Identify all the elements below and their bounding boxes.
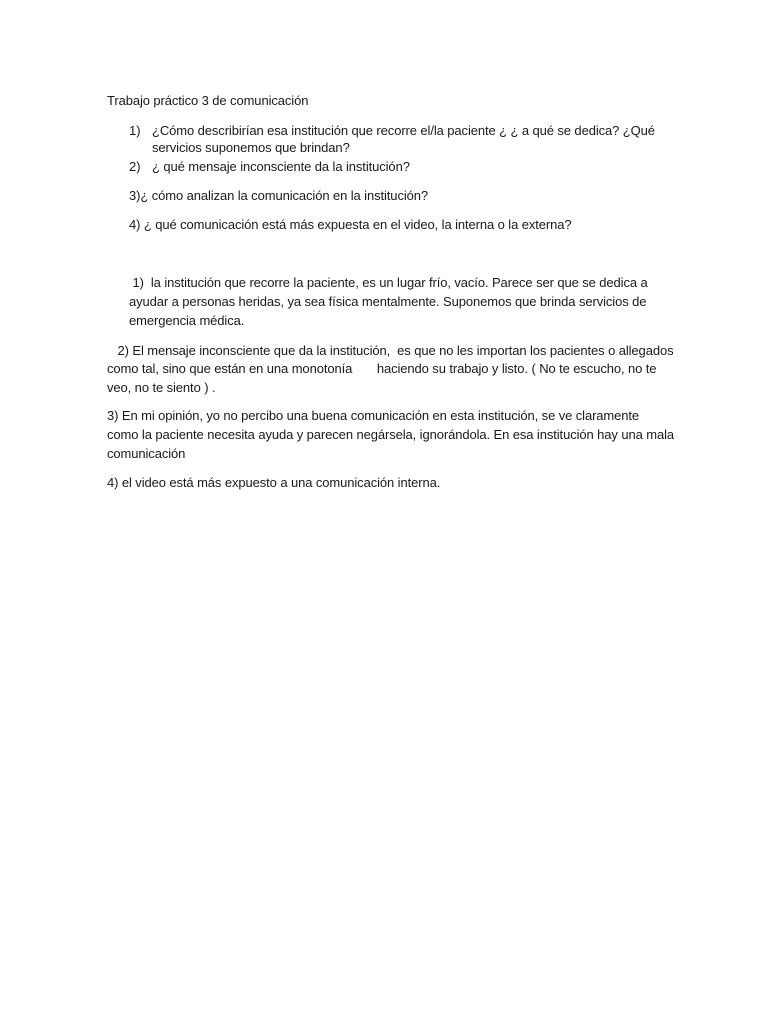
answer-3-line-1: 3) En mi opinión, yo no percibo una buena comunicación en esta institución, se ve claramente: [107, 408, 640, 423]
question-1-line-2: servicios suponemos que brindan?: [152, 140, 350, 155]
question-4-line-1: 4) ¿ qué comunicación está más expuesta en el video, la interna o la externa?: [129, 217, 572, 232]
question-3-line-1: 3)¿ cómo analizan la comunicación en la institución?: [129, 188, 429, 203]
document-title: Trabajo práctico 3 de comunicación: [107, 93, 309, 108]
answer-4-line-1: 4) el video está más expuesto a una comunicación interna.: [107, 475, 441, 490]
answer-2-line-2: como tal, sino que están en una monotonía haciendo su trabajo y listo. ( No te escucho, no te: [107, 361, 657, 376]
answer-1-line-1: 1) la institución que recorre la paciente, es un lugar frío, vacío. Parece ser que se dedica a: [129, 275, 648, 290]
question-2-line-1: ¿ qué mensaje inconsciente da la institución?: [152, 159, 410, 174]
answer-2-line-1: 2) El mensaje inconsciente que da la institución, es que no les importan los pacientes o allegados: [107, 343, 674, 358]
answer-1-line-2: ayudar a personas heridas, ya sea física mentalmente. Suponemos que brinda servicios de: [129, 294, 647, 309]
answer-2-line-3: veo, no te siento ) .: [107, 380, 216, 395]
question-1-number: 1): [129, 123, 141, 138]
answer-3-line-3: comunicación: [107, 446, 186, 461]
question-1-line-1: ¿Cómo describirían esa institución que recorre el/la paciente ¿ ¿ a qué se dedica? ¿Qué: [152, 123, 655, 138]
answer-1-line-3: emergencia médica.: [129, 313, 245, 328]
answer-3-line-2: como la paciente necesita ayuda y parecen negársela, ignorándola. En esa institución hay una mala: [107, 427, 675, 442]
question-2-number: 2): [129, 159, 141, 174]
